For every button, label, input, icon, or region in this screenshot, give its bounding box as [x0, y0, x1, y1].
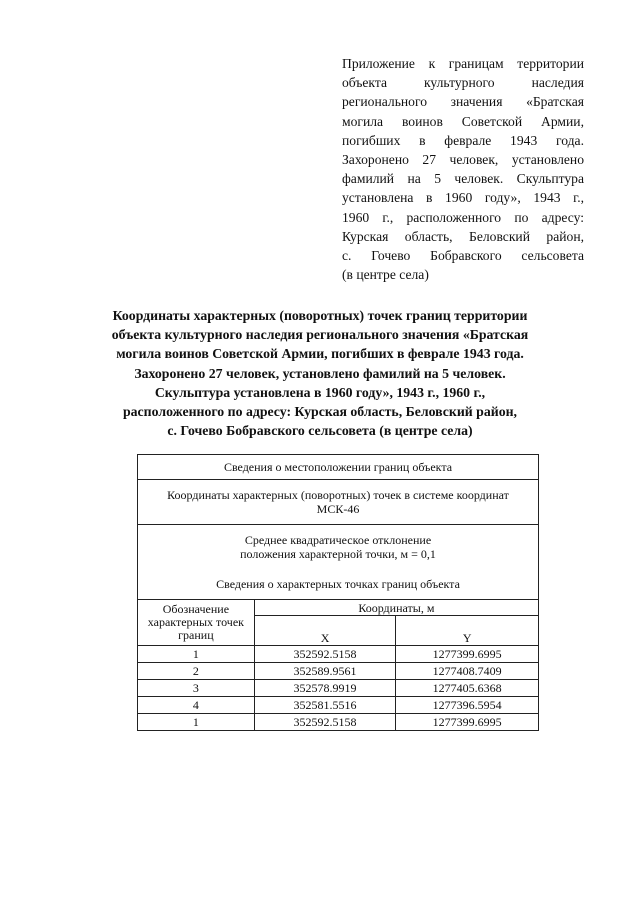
appendix-line: с. Гочево Бобравского сельсовета	[342, 248, 584, 264]
table-row	[138, 680, 539, 697]
appendix-line: могила воинов Советской Армии,	[342, 113, 584, 129]
x-cell: 352592.5158	[254, 714, 396, 731]
spacer	[142, 561, 534, 577]
table-row	[138, 480, 539, 525]
col-x-header: X	[254, 616, 396, 646]
location-header: Сведения о местоположении границ объекта	[138, 455, 539, 480]
appendix-line: объекта культурного наследия	[342, 75, 584, 91]
appendix-line: погибших в феврале 1943 года.	[342, 132, 584, 148]
table-row	[138, 455, 539, 480]
table-row	[138, 525, 539, 600]
table-row	[138, 714, 539, 731]
point-cell: 1	[138, 714, 255, 731]
document-title	[90, 306, 550, 440]
appendix-line: фамилий на 5 человек. Скульптура	[342, 171, 584, 187]
appendix-line: регионального значения «Братская	[342, 94, 584, 110]
table-row	[138, 697, 539, 714]
title-line: Скульптура установлена в 1960 году», 1943 г., 1960 г.,	[154, 384, 486, 400]
title-line: с. Гочево Бобравского сельсовета (в центре села)	[167, 423, 473, 439]
x-cell: 352592.5158	[254, 646, 396, 663]
table-row	[138, 663, 539, 680]
coord-system-cell	[138, 480, 539, 525]
col-designation-header	[138, 600, 255, 646]
point-cell: 4	[138, 697, 255, 714]
y-cell: 1277405.6368	[396, 680, 539, 697]
point-cell: 3	[138, 680, 255, 697]
coordinates-table	[137, 454, 539, 731]
y-cell: 1277396.5954	[396, 697, 539, 714]
points-info: Сведения о характерных точках границ объекта	[216, 577, 460, 591]
appendix-line: установлена в 1960 году», 1943 г.,	[342, 190, 584, 206]
appendix-line: Захоронено 27 человек, установлено	[342, 152, 584, 168]
deviation-line: положения характерной точки, м = 0,1	[240, 547, 436, 561]
point-cell: 2	[138, 663, 255, 680]
x-cell: 352589.9561	[254, 663, 396, 680]
coord-system-line: МСК-46	[316, 502, 360, 516]
y-cell: 1277408.7409	[396, 663, 539, 680]
point-cell: 1	[138, 646, 255, 663]
appendix-line: Приложение к границам территории	[342, 56, 584, 71]
title-line: Захоронено 27 человек, установлено фамилий на 5 человек.	[134, 365, 506, 381]
title-line: Координаты характерных (поворотных) точек границ территории	[112, 308, 528, 323]
title-line: объекта культурного наследия регионального значения «Братская	[111, 327, 529, 343]
table-row	[138, 646, 539, 663]
table-row	[138, 600, 539, 616]
col-designation-line: характерных точек	[147, 615, 244, 629]
x-cell: 352578.9919	[254, 680, 396, 697]
deviation-line: Среднее квадратическое отклонение	[244, 533, 432, 547]
appendix-line: 1960 г., расположенного по адресу:	[342, 209, 584, 225]
y-cell: 1277399.6995	[396, 646, 539, 663]
col-y-header: Y	[396, 616, 539, 646]
x-cell: 352581.5516	[254, 697, 396, 714]
appendix-line: (в центре села)	[342, 267, 429, 283]
appendix-note	[342, 54, 584, 284]
y-cell: 1277399.6995	[396, 714, 539, 731]
col-designation-line: границ	[178, 628, 214, 642]
col-designation-line: Обозначение	[162, 602, 230, 616]
title-line: могила воинов Советской Армии, погибших в феврале 1943 года.	[116, 346, 524, 362]
appendix-line: Курская область, Беловский район,	[342, 228, 584, 244]
col-coordinates-header: Координаты, м	[254, 600, 538, 616]
title-line: расположенного по адресу: Курская область, Беловский район,	[122, 404, 517, 420]
coord-system-line: Координаты характерных (поворотных) точек в системе координат	[167, 488, 509, 502]
deviation-cell	[138, 525, 539, 600]
